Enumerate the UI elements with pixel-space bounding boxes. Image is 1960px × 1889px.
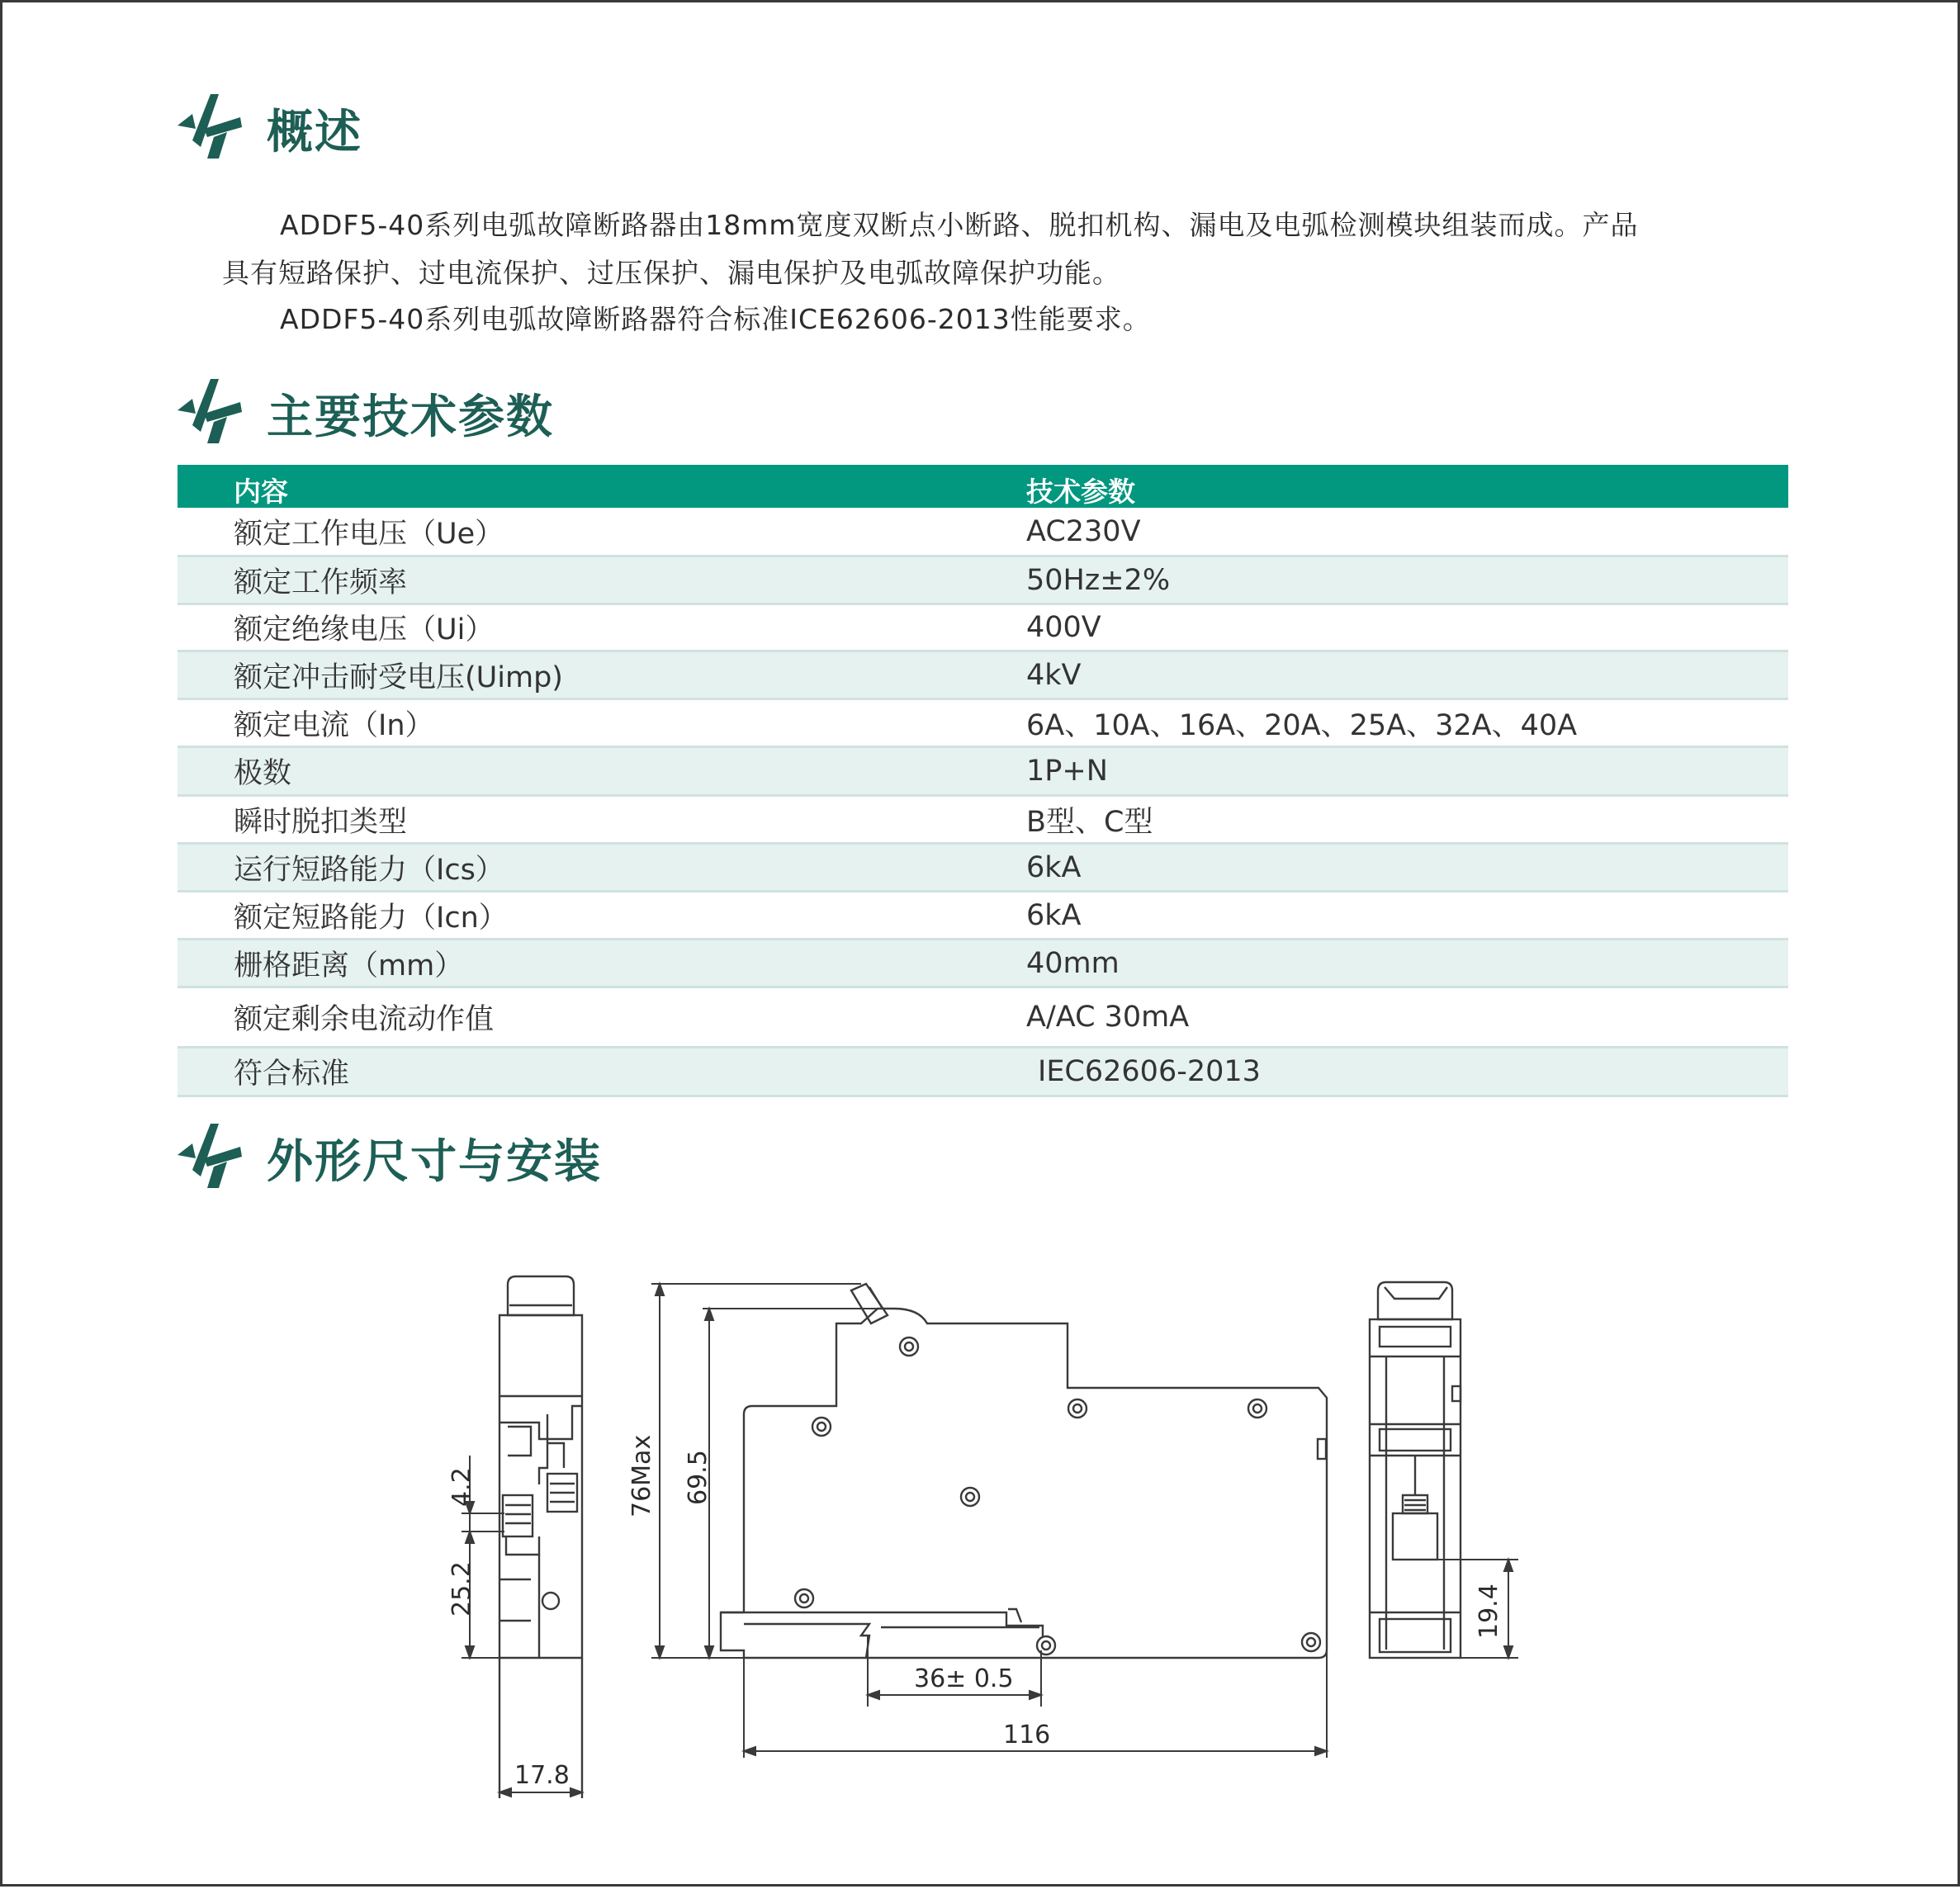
row-label: 额定剩余电流动作值: [234, 1003, 495, 1036]
dim-terminal-gap: 4.2: [447, 1467, 476, 1507]
overview-paragraph-line: 具有短路保护、过电流保护、过压保护、漏电保护及电弧故障保护功能。: [222, 257, 1120, 289]
row-label: 额定工作电压（Ue）: [234, 517, 504, 551]
row-value: 40mm: [1026, 946, 1120, 980]
row-value: 6kA: [1026, 898, 1082, 932]
overview-paragraph-line: ADDF5-40系列电弧故障断路器符合标准ICE62606-2013性能要求。: [280, 303, 1151, 335]
row-label: 额定短路能力（Icn）: [234, 901, 508, 935]
row-label: 额定工作频率: [234, 566, 408, 599]
row-value: AC230V: [1026, 514, 1141, 548]
row-label: 运行短路能力（Ics）: [234, 853, 504, 887]
front-view-main: [721, 1284, 1327, 1658]
row-value: A/AC 30mA: [1026, 1001, 1190, 1034]
dim-rail-spacing: 36± 0.5: [914, 1664, 1014, 1693]
row-value: B型、C型: [1026, 805, 1153, 839]
row-value: 1P+N: [1026, 755, 1108, 788]
row-value: 50Hz±2%: [1026, 563, 1171, 597]
row-label: 符合标准: [234, 1058, 350, 1091]
dim-terminal-height: 25.2: [447, 1561, 476, 1617]
side-view-right: [1370, 1282, 1461, 1658]
side-view-left: [499, 1276, 582, 1798]
overview-paragraph-line: ADDF5-40系列电弧故障断路器由18mm宽度双断点小断路、脱扣机构、漏电及电弧检测模块组装而成。产品: [280, 209, 1639, 241]
row-label: 极数: [234, 757, 292, 790]
dim-max-height: 76Max: [627, 1434, 656, 1517]
section-title: 外形尺寸与安装: [267, 1135, 602, 1189]
section-title: 概述: [267, 106, 362, 159]
row-label: 额定电流（In）: [234, 708, 434, 742]
section-title: 主要技术参数: [267, 391, 554, 444]
dim-width-side: 17.8: [514, 1761, 570, 1790]
dim-length: 116: [1003, 1721, 1051, 1749]
row-label: 瞬时脱扣类型: [234, 805, 408, 839]
row-value: 4kV: [1026, 658, 1082, 692]
header-parameter: 技术参数: [1026, 476, 1135, 508]
row-value: IEC62606-2013: [1038, 1055, 1261, 1088]
row-value: 6A、10A、16A、20A、25A、32A、40A: [1026, 708, 1578, 742]
row-value: 6kA: [1026, 850, 1082, 884]
dim-rail-offset: 19.4: [1475, 1584, 1503, 1639]
header-content: 内容: [234, 476, 288, 508]
row-label: 额定冲击耐受电压(Uimp): [234, 660, 563, 694]
dimension-drawing: [2, 2, 1960, 1889]
dim-body-height: 69.5: [684, 1450, 713, 1505]
row-label: 栅格距离（mm）: [234, 949, 464, 982]
row-label: 额定绝缘电压（Ui）: [234, 613, 495, 646]
row-value: 400V: [1026, 611, 1101, 644]
